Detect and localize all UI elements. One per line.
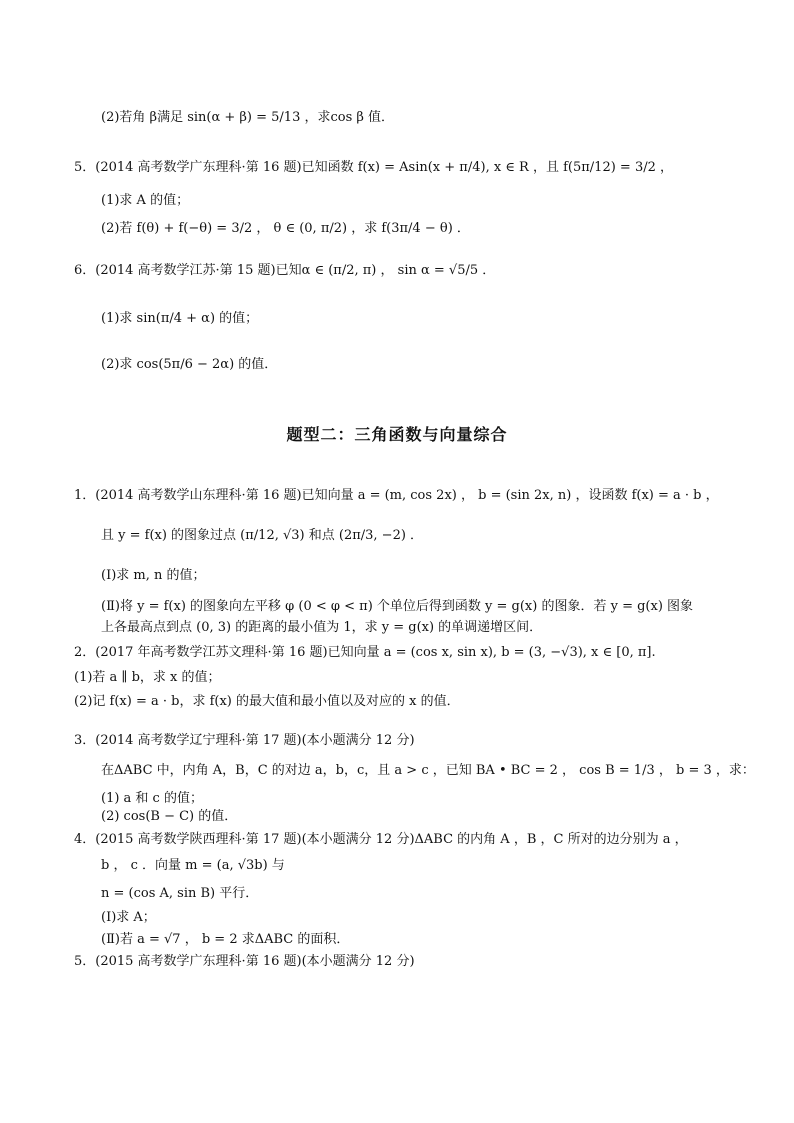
s2-problem-2-part-1: (1)若 a ∥ b，求 x 的值；: [74, 670, 221, 685]
s2-problem-5-head: 5．(2015 高考数学广东理科·第 16 题)(本小题满分 12 分): [74, 954, 415, 969]
problem-4-part-2: (2)若角 β满足 sin(α + β) = 5/13 ，求cos β 值．: [101, 110, 395, 125]
problem-5-part-2: (2)若 f(θ) + f(−θ) = 3/2 ， θ ∈ (0, π/2) ，求 f(3π/4 − θ) ．: [101, 221, 470, 236]
problem-6-part-1: (1)求 sin(π/4 + α) 的值；: [101, 311, 259, 326]
problem-5-head: 5．(2014 高考数学广东理科·第 16 题)已知函数 f(x) = Asin(x + π/4), x ∈ R ，且 f(5π/12) = 3/2 ，: [74, 160, 674, 175]
s2-problem-2-head: 2．(2017 年高考数学江苏文理科·第 16 题)已知向量 a = (cos x, sin x), b = (3, −√3), x ∈ [0, π].: [74, 645, 656, 660]
s2-problem-1-head: 1．(2014 高考数学山东理科·第 16 题)已知向量 a = (m, cos 2x) ， b = (sin 2x, n) ，设函数 f(x) = a · b ，: [74, 488, 719, 503]
s2-problem-1-part-2a: (Ⅱ)将 y = f(x) 的图象向左平移 φ (0 < φ < π) 个单位后得到函数 y = g(x) 的图象．若 y = g(x) 图象: [101, 599, 694, 614]
s2-problem-3-part-2: (2) cos(B − C) 的值．: [101, 809, 238, 824]
problem-6-part-2: (2)求 cos(5π/6 − 2α) 的值．: [101, 357, 278, 372]
s2-problem-3-part-1: (1) a 和 c 的值；: [101, 791, 203, 806]
s2-problem-4-line-2: b ， c ．向量 m = (a, √3b) 与: [101, 858, 285, 873]
s2-problem-4-part-1: (Ⅰ)求 A；: [101, 910, 156, 925]
problem-6-head: 6．(2014 高考数学江苏·第 15 题)已知α ∈ (π/2, π) ， sin α = √5/5 ．: [74, 263, 496, 278]
s2-problem-1-line-2: 且 y = f(x) 的图象过点 (π/12, √3) 和点 (2π/3, −2) ．: [101, 528, 424, 543]
s2-problem-2-part-2: (2)记 f(x) = a · b，求 f(x) 的最大值和最小值以及对应的 x 的值．: [74, 694, 460, 709]
s2-problem-3-line-2: 在ΔABC 中，内角 A，B，C 的对边 a，b，c，且 a > c ，已知 BA • BC = 2 ， cos B = 1/3 ， b = 3 ，求：: [101, 763, 755, 778]
section-title: 题型二：三角函数与向量综合: [286, 425, 508, 444]
s2-problem-4-line-3: n = (cos A, sin B) 平行．: [101, 886, 259, 901]
s2-problem-1-part-2b: 上各最高点到点 (0, 3) 的距离的最小值为 1，求 y = g(x) 的单调递增区间．: [101, 620, 543, 635]
s2-problem-1-part-1: (Ⅰ)求 m, n 的值；: [101, 568, 206, 583]
s2-problem-3-head: 3．(2014 高考数学辽宁理科·第 17 题)(本小题满分 12 分): [74, 733, 415, 748]
s2-problem-4-part-2: (Ⅱ)若 a = √7 ， b = 2 求ΔABC 的面积．: [101, 932, 350, 947]
problem-5-part-1: (1)求 A 的值；: [101, 193, 190, 208]
s2-problem-4-head: 4．(2015 高考数学陕西理科·第 17 题)(本小题满分 12 分)ΔABC 的内角 A ，B ，C 所对的边分别为 a ，: [74, 832, 688, 847]
